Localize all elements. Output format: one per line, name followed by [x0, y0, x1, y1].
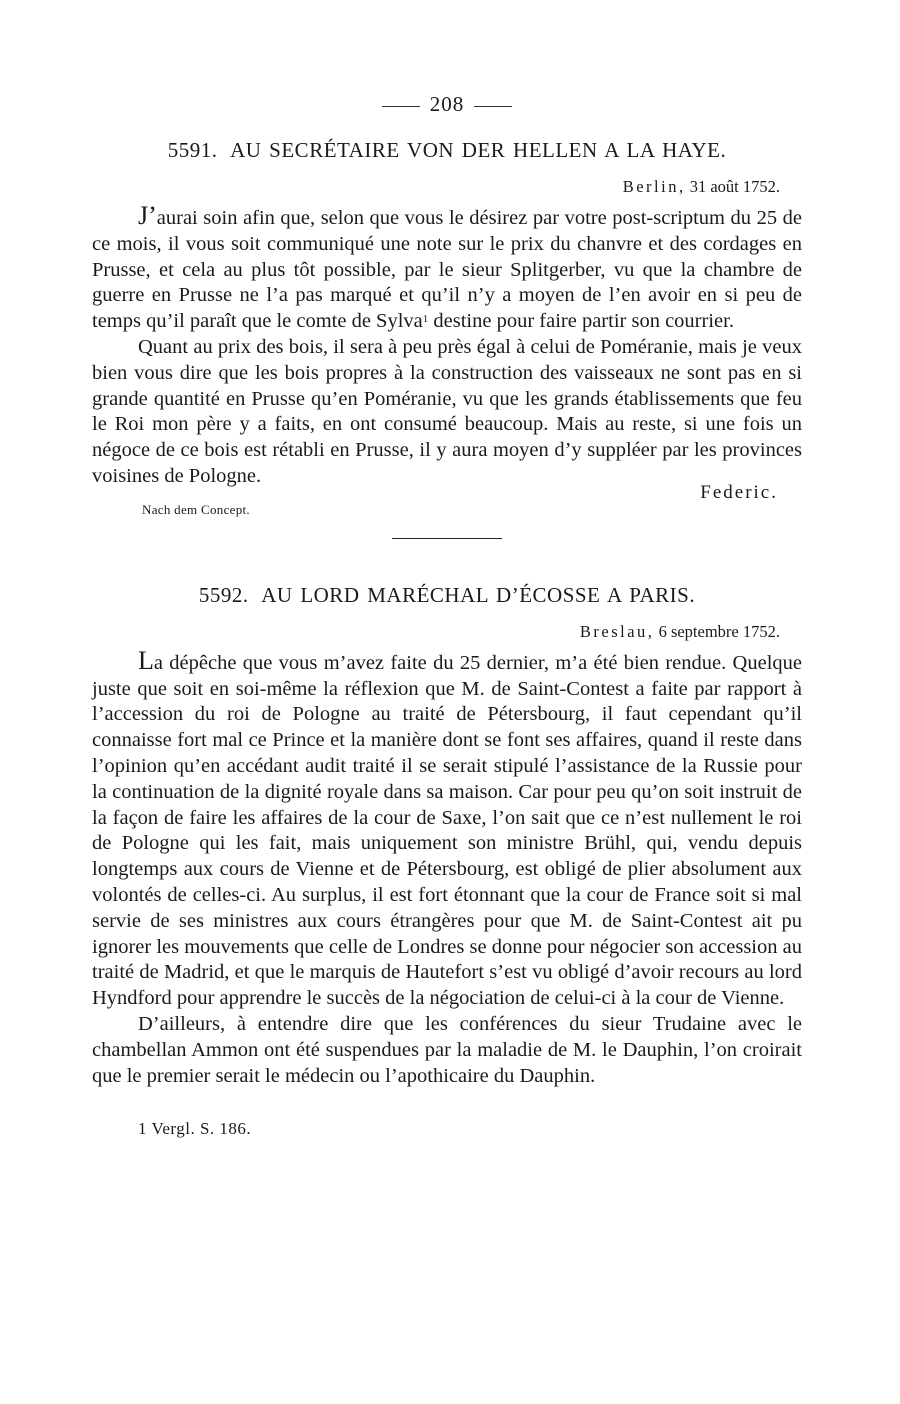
- letter-title: AU SECRÉTAIRE VON DER HELLEN A LA HAYE.: [230, 138, 727, 162]
- footnote: 1 Vergl. S. 186.: [138, 1119, 252, 1139]
- letter-number: 5592.: [198, 582, 249, 607]
- dateline-date: 6 septembre 1752.: [658, 621, 780, 641]
- letter-title: AU LORD MARÉCHAL D’ÉCOSSE A PARIS.: [261, 582, 696, 607]
- footnote-mark: 1: [422, 313, 429, 326]
- paragraph-text: J’aurai soin afin que, selon que vous le désirez par votre post-scriptum du 25 de ce mois, il vous soit communiqué une note sur le prix du chanvre et des cordages en Prusse, et cela au plus tôt possible, par le sieur Splitgerber, vu que la chambre de guerre en Prusse ne l’a pas marqué et qu’il n’y a moyen de l’en avoir en si peu de temps qu’il paraît que le comte de Sylva: [92, 201, 802, 333]
- dateline: [92, 177, 780, 197]
- dateline: [92, 622, 780, 642]
- paragraph: [92, 203, 802, 335]
- paragraph: D’ailleurs, à entendre dire que les conférences du sieur Trudaine avec le chambellan Ammon ont été suspendues par la maladie de M. le Dauphin, l’on croirait que le premier serait le médecin ou l’apothicaire du Dauphin.: [92, 1012, 802, 1087]
- letter-heading: [92, 583, 802, 608]
- letter-5592: [92, 583, 802, 1090]
- dateline-place: Breslau,: [579, 621, 655, 641]
- source-note: Nach dem Concept.: [142, 501, 250, 517]
- dateline-date: 31 août 1752.: [689, 177, 780, 196]
- paragraph-text-tail: destine pour faire partir son courrier.: [428, 310, 734, 333]
- paragraph: Quant au prix des bois, il sera à peu près égal à celui de Poméranie, mais je veux bien vous dire que les bois propres à la construction des vaisseaux ne sont pas en si grande quantité en Prusse qu’en Poméranie, vu que les grands établissements que feu le Roi mon père y a faits, en ont consumé beaucoup. Mais au reste, si une fois un négoce de ce bois est rétabli en Prusse, il y aura moyen d’y suppléer par les provinces voisines de Pologne.: [92, 335, 802, 487]
- page-number-line: [92, 92, 802, 117]
- paragraph: La dépêche que vous m’avez faite du 25 dernier, m’a été bien rendue. Quelque juste que soit en soi-même la réflexion que M. de Saint-Contest a faite par rapport à l’accession du roi de Pologne au traité de Pétersbourg, il faut cependant qu’il connaisse fort mal ce Prince et la manière dont se font ses affaires, quand il reste dans l’opinion qu’en accédant audit traité il se serait stipulé l’assistance de la Russie pour la continuation de la dignité royale dans sa maison. Car pour peu qu’on soit instruit de la façon de faire les affaires de la cour de Saxe, l’on sait que ce n’est nullement le roi de Pologne qui les fait, mais uniquement son ministre Brühl, qui, vendu depuis longtemps aux cours de Vienne et de Pétersbourg, est obligé de plier absolument aux volontés de celles-ci. Au surplus, il est fort étonnant que la cour de France soit si mal servie de ses ministres aux cours étrangères pour que M. de Saint-Contest ait pu ignorer les mouvements que celle de Londres se donne pour négocier son accession au traité de Madrid, et que le marquis de Hautefort s’est vu obligé d’avoir recours au lord Hyndford pour apprendre le succès de la négociation de celui-ci à la cour de Vienne.: [92, 645, 802, 1010]
- page-number: 208: [429, 92, 465, 116]
- signature: Federic.: [700, 481, 778, 503]
- letter-number: 5591.: [167, 138, 218, 162]
- dateline-place: Berlin,: [622, 177, 686, 196]
- document-page: [92, 92, 802, 1139]
- letter-5591: [92, 138, 802, 518]
- dash-right: [474, 106, 512, 107]
- dash-left: [382, 106, 420, 107]
- letter-heading: [92, 138, 802, 163]
- section-divider: [392, 538, 502, 539]
